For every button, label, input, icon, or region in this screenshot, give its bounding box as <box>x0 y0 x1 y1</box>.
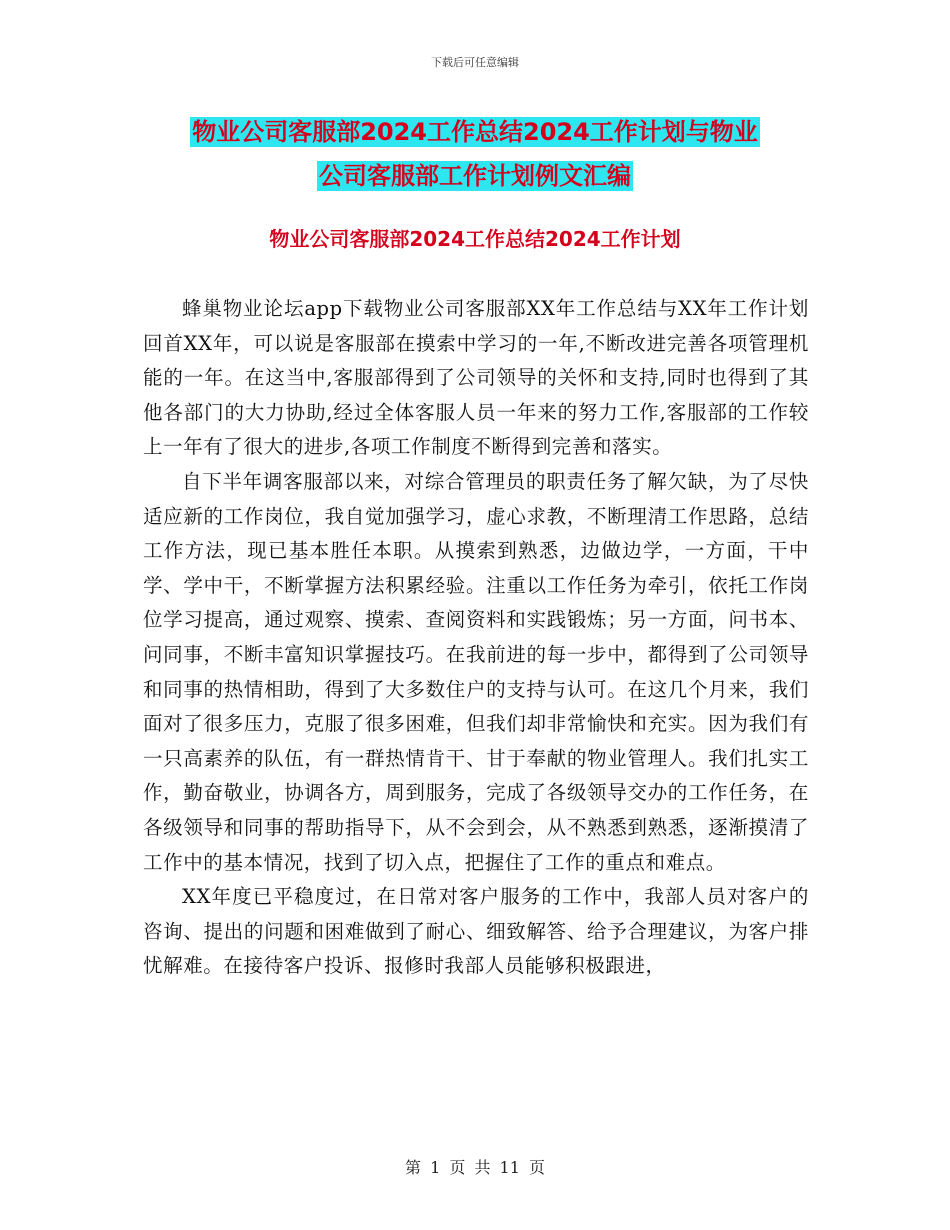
page-header-note: 下载后可任意编辑 <box>431 56 519 69</box>
body-paragraph-3: XX年度已平稳度过，在日常对客户服务的工作中，我部人员对客户的咨询、提出的问题和困难做到了耐心、细致解答、给予合理建议，为客户排忧解难。在接待客户投诉、报修时我部人员能够积极跟进， <box>143 885 809 978</box>
document-body <box>143 292 809 984</box>
document-title-line-2: 公司客服部工作计划例文汇编 <box>319 162 631 190</box>
document-title <box>140 110 810 198</box>
page-number-footer: 第 1 页 共 11 页 <box>405 1158 545 1177</box>
section-title: 物业公司客服部2024工作总结2024工作计划 <box>269 227 681 251</box>
body-paragraph-1: 蜂巢物业论坛app下载物业公司客服部XX年工作总结与XX年工作计划回首XX年，可以说是客服部在摸索中学习的一年,不断改进完善各项管理机能的一年。在这当中,客服部得到了公司领导的关怀和支持,同时也得到了其他各部门的大力协助,经过全体客服人员一年来的努力工作,客服部的工作较上一年有了很大的进步,各项工作制度不断得到完善和落实。 <box>143 297 809 459</box>
document-title-line-1: 物业公司客服部2024工作总结2024工作计划与物业 <box>192 118 758 146</box>
body-paragraph-2: 自下半年调客服部以来，对综合管理员的职责任务了解欠缺，为了尽快适应新的工作岗位，我自觉加强学习，虚心求教，不断理清工作思路，总结工作方法，现已基本胜任本职。从摸索到熟悉，边做边学，一方面，干中学、学中干，不断掌握方法积累经验。注重以工作任务为牵引，依托工作岗位学习提高，通过观察、摸索、查阅资料和实践锻炼；另一方面，问书本、问同事，不断丰富知识掌握技巧。在我前进的每一步中，都得到了公司领导和同事的热情相助，得到了大多数住户的支持与认可。在这几个月来，我们面对了很多压力，克服了很多困难，但我们却非常愉快和充实。因为我们有一只高素养的队伍，有一群热情肯干、甘于奉献的物业管理人。我们扎实工作，勤奋敬业，协调各方，周到服务，完成了各级领导交办的工作任务，在各级领导和同事的帮助指导下，从不会到会，从不熟悉到熟悉，逐渐摸清了工作中的基本情况，找到了切入点，把握住了工作的重点和难点。 <box>143 469 809 874</box>
